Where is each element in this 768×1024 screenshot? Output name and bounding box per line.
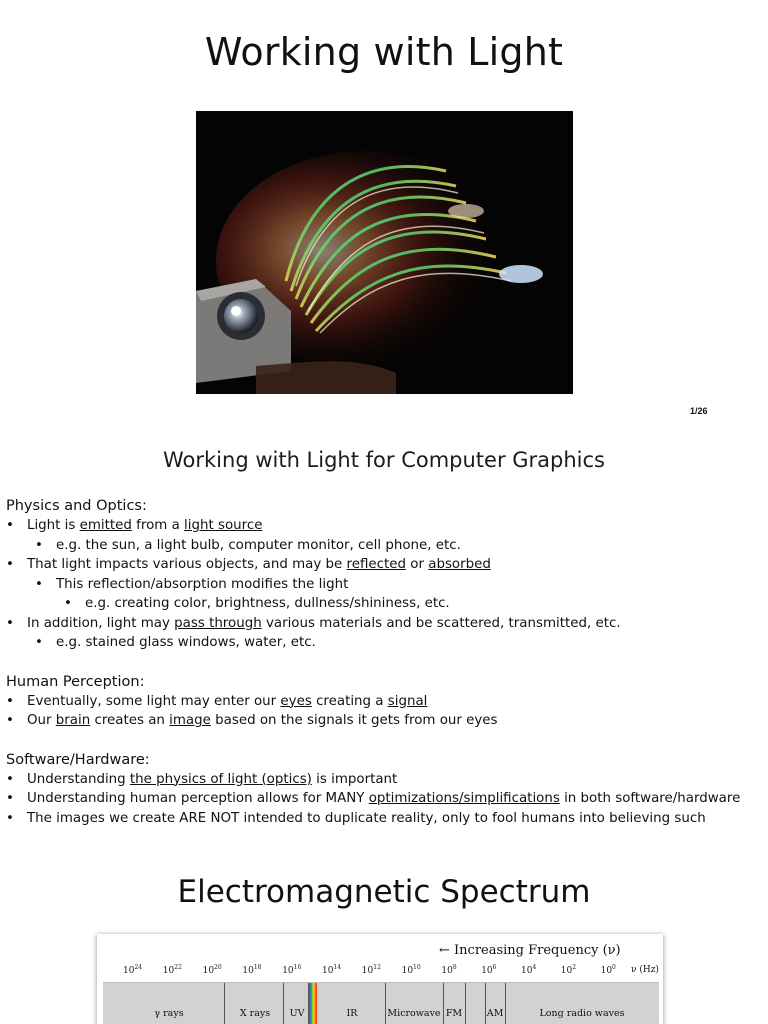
section-heading: Physics and Optics: [6,498,147,514]
frequency-tick-label: $10^2$ [560,964,577,976]
bullet-item [6,789,762,809]
bullet-text: from a [131,518,185,533]
frequency-tick-label: $10^{20}$ [202,964,222,976]
bullet-text: Understanding [27,771,130,787]
band-divider [283,983,284,1024]
spectrum-band-label: Long radio waves [539,1008,625,1019]
frequency-tick-label: $10^4$ [521,964,537,976]
band-divider [308,983,309,1024]
bullet-item [6,633,762,653]
bullet-text: Understanding human perception allows for MANY [27,791,369,806]
bullet-text: Our [27,713,56,728]
spectrum-band-label: X rays [239,1008,271,1019]
bullet-list [6,692,762,731]
bullet-text: Eventually, some light may enter our [27,693,281,709]
underlined-term: the physics of light (optics) [129,771,312,787]
bullet-text: is important [311,771,398,787]
bullet-text: creates an [90,713,170,728]
bullet-text: Light is [27,518,80,533]
frequency-tick-label: $10^0$ [600,964,616,976]
visible-light-strip [308,983,317,1024]
frequency-tick-label: $10^{14}$ [322,964,342,976]
spectrum-band-label: AM [486,1008,504,1019]
bullet-text: This reflection/absorption modifies the light [56,576,349,592]
bullet-list [6,516,762,653]
bullet-text: In addition, light may [27,615,175,631]
band-divider [505,983,506,1024]
bullet-item [6,770,762,790]
frequency-tick-label: $10^{18}$ [242,964,262,976]
section-heading: Software/Hardware: [6,751,150,768]
frequency-tick-label: $10^{22}$ [162,964,182,976]
frequency-tick-label: $10^{12}$ [361,964,381,976]
bullet-item [6,692,762,712]
frequency-tick-label: $10^8$ [441,964,457,976]
band-divider [465,983,466,1024]
section-human-perception [6,672,762,731]
section-physics-optics [6,496,762,653]
underlined-term: light source [184,518,263,533]
frequency-unit-label: ν (Hz) [631,965,659,975]
bullet-item [6,536,762,556]
slide-3-title: Electromagnetic Spectrum [177,874,591,910]
underlined-term: eyes [280,693,312,709]
bullet-text: in both software/hardware [559,791,741,806]
spectrum-band-label: IR [346,1008,358,1019]
bullet-text: based on the signals it gets from our eyes [210,713,498,728]
slide-2-title: Working with Light for Computer Graphics [163,448,605,472]
bullet-text: That light impacts various objects, and may be [27,557,347,572]
underlined-term: brain [55,713,91,728]
frequency-tick-label: $10^6$ [481,964,497,976]
underlined-term: absorbed [428,557,491,572]
bullet-item [6,614,762,634]
bullet-text: creating a [311,693,388,709]
bullet-text: e.g. the sun, a light bulb, computer monitor, cell phone, etc. [56,537,461,553]
band-divider [224,983,225,1024]
bullet-item [6,555,762,575]
underlined-term: pass through [174,615,262,631]
frequency-tick-label: $10^{16}$ [282,964,302,976]
spectrum-band-label: FM [445,1008,463,1019]
bullet-text: or [406,557,429,572]
underlined-term: image [169,713,211,728]
page-number: 1/26 [690,406,708,416]
section-heading: Human Perception: [6,673,145,690]
bullet-text: e.g. stained glass windows, water, etc. [56,635,316,650]
slide-2-content [6,496,762,847]
frequency-tick-label: $10^{24}$ [123,964,143,976]
bullet-list [6,770,762,829]
light-painting-photo [196,111,573,394]
bullet-item [6,711,762,731]
underlined-term: signal [387,693,428,709]
bullet-item [6,575,762,595]
bullet-text: The images we create ARE NOT intended to duplicate reality, only to fool humans into believing such [27,810,706,826]
underlined-term: emitted [79,518,132,533]
underlined-term: reflected [346,557,407,572]
slide-1-title: Working with Light [204,30,564,74]
band-divider [443,983,444,1024]
spectrum-band-label: Microwave [387,1008,441,1019]
section-software-hardware [6,750,762,829]
spectrum-band-label: γ rays [154,1008,184,1019]
increasing-frequency-label: ← Increasing Frequency (ν) [439,943,621,958]
frequency-tick-label: $10^{10}$ [401,964,421,976]
spectrum-band-label: UV [289,1008,305,1019]
bullet-item [6,809,762,829]
bullet-text: various materials and be scattered, transmitted, etc. [261,615,621,631]
electromagnetic-spectrum-figure [97,934,663,1024]
spectrum-band-row [103,982,659,1024]
bullet-item [6,594,762,614]
underlined-term: optimizations/simplifications [368,791,560,806]
bullet-item [6,516,762,536]
band-divider [385,983,386,1024]
bullet-text: e.g. creating color, brightness, dullness/shininess, etc. [85,596,450,611]
